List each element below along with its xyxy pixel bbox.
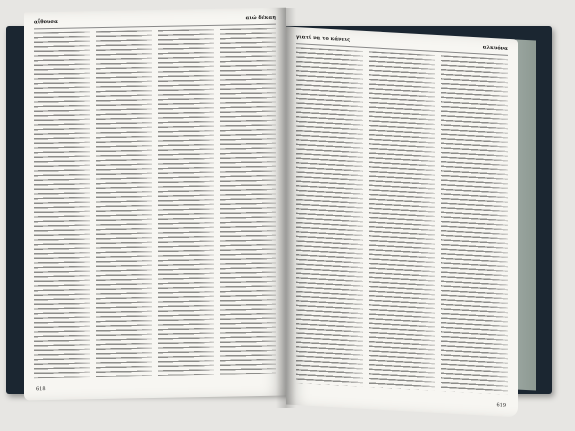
right-column-1	[296, 47, 363, 387]
left-page-columns	[34, 28, 276, 379]
left-page	[24, 7, 286, 400]
page-edge	[516, 39, 536, 390]
left-page-number: 618	[36, 386, 46, 393]
right-header-left: γιατί να το κάνεις	[296, 34, 351, 44]
right-page	[286, 27, 518, 418]
left-column-4	[220, 28, 276, 375]
right-header-right: αλκυόνα	[482, 44, 508, 52]
right-column-3	[441, 55, 508, 395]
left-column-1	[34, 31, 90, 378]
left-column-3	[158, 29, 214, 376]
right-page-columns	[296, 44, 508, 395]
left-header-right: αιώ δέκαη	[245, 14, 276, 22]
left-header-left: αΐθουσα	[34, 18, 58, 26]
book-gutter	[276, 8, 296, 408]
right-column-2	[369, 51, 436, 391]
right-page-number: 619	[496, 402, 506, 409]
left-page-header	[34, 14, 276, 30]
left-column-2	[96, 30, 152, 377]
